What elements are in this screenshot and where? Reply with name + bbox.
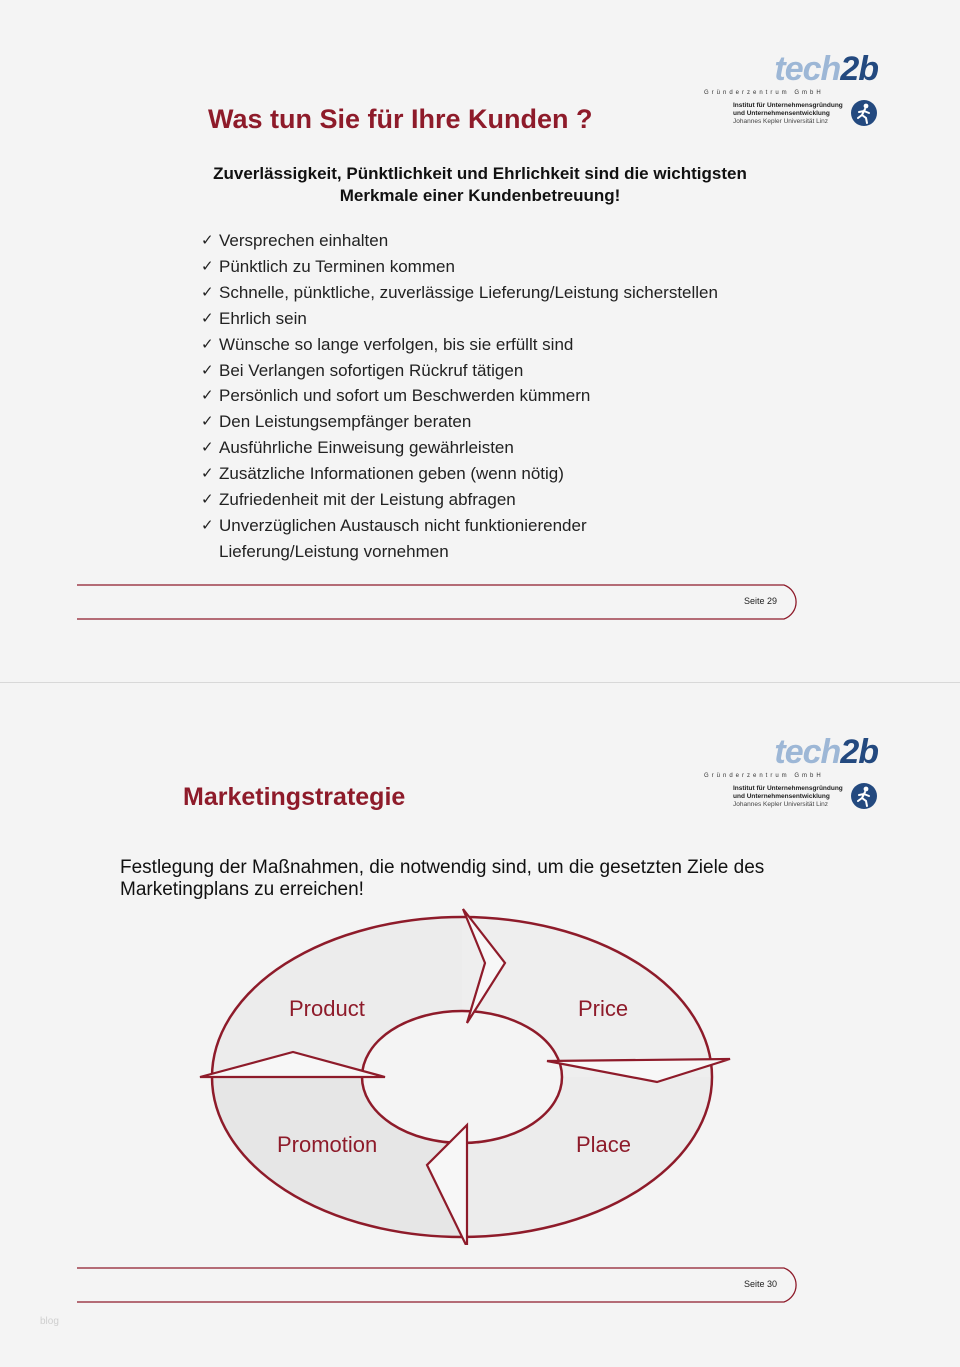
runner-icon: [850, 99, 878, 127]
list-item: ✓ Versprechen einhalten: [201, 228, 718, 254]
list-item: ✓ Wünsche so lange verfolgen, bis sie erfüllt sind: [201, 332, 718, 358]
list-item: ✓ Ehrlich sein: [201, 306, 718, 332]
checkmark-icon: ✓: [201, 491, 214, 509]
label-promotion: Promotion: [277, 1132, 378, 1157]
checkmark-icon: ✓: [201, 413, 214, 431]
runner-icon: [850, 782, 878, 810]
label-price: Price: [578, 996, 629, 1021]
list-item: ✓ Bei Verlangen sofortigen Rückruf tätigen: [201, 358, 718, 384]
checkmark-icon: ✓: [201, 516, 214, 534]
checklist: [201, 228, 718, 565]
checkmark-icon: ✓: [201, 232, 214, 249]
checkmark-icon: ✓: [201, 439, 214, 457]
list-item: ✓ Den Leistungsempfänger beraten: [201, 409, 718, 435]
slide-title: Was tun Sie für Ihre Kunden ?: [208, 104, 593, 134]
checkmark-icon: ✓: [201, 465, 214, 483]
logo-subline: Gründerzentrum GmbH: [704, 773, 824, 779]
list-item: ✓ Schnelle, pünktliche, zuverlässige Lieferung/Leistung sicherstellen: [201, 280, 718, 306]
tech2b-logo: [700, 733, 890, 813]
tech2b-logo: [700, 50, 890, 130]
logo-wordmark: tech2b: [774, 50, 878, 88]
watermark: blog: [40, 1316, 59, 1327]
logo-institute: Institut für Unternehmensgründung und Unternehmensentwicklung Johannes Kepler Universität Linz: [733, 102, 843, 125]
checkmark-icon: ✓: [201, 283, 214, 301]
checkmark-icon: ✓: [201, 387, 214, 405]
checkmark-icon: ✓: [201, 361, 214, 379]
label-product: Product: [289, 996, 365, 1021]
logo-institute: Institut für Unternehmensgründung und Unternehmensentwicklung Johannes Kepler Universität Linz: [733, 785, 843, 808]
footer-bar: [70, 582, 810, 622]
list-item: ✓ Zusätzliche Informationen geben (wenn nötig): [201, 461, 718, 487]
checkmark-icon: ✓: [201, 335, 214, 353]
slide-description: Festlegung der Maßnahmen, die notwendig sind, um die gesetzten Ziele des Marketingplans zu erreichen!: [120, 857, 765, 900]
checkmark-icon: ✓: [201, 309, 214, 327]
list-item: ✓ Ausführliche Einweisung gewährleisten: [201, 435, 718, 461]
footer-bar: [70, 1265, 810, 1305]
list-item: ✓ Unverzüglichen Austausch nicht funktionierender Lieferung/Leistung vornehmen: [201, 513, 718, 565]
slide-subtitle: Zuverlässigkeit, Pünktlichkeit und Ehrlichkeit sind die wichtigsten Merkmale einer Kundenbetreuung!: [213, 164, 747, 205]
checkmark-icon: ✓: [201, 257, 214, 275]
logo-wordmark: tech2b: [774, 733, 878, 771]
page-number: Seite 30: [744, 1279, 778, 1289]
label-place: Place: [576, 1132, 632, 1157]
slide-30: [0, 683, 960, 1367]
slide-title: Marketingstrategie: [183, 783, 406, 811]
slide-29: [0, 0, 960, 683]
list-item: ✓ Persönlich und sofort um Beschwerden kümmern: [201, 383, 718, 409]
marketing-mix-cycle: [195, 905, 740, 1245]
page-number: Seite 29: [744, 596, 778, 606]
list-item: ✓ Pünktlich zu Terminen kommen: [201, 254, 718, 280]
logo-subline: Gründerzentrum GmbH: [704, 90, 824, 96]
list-item: ✓ Zufriedenheit mit der Leistung abfragen: [201, 487, 718, 513]
inner-ring: [362, 1011, 562, 1143]
